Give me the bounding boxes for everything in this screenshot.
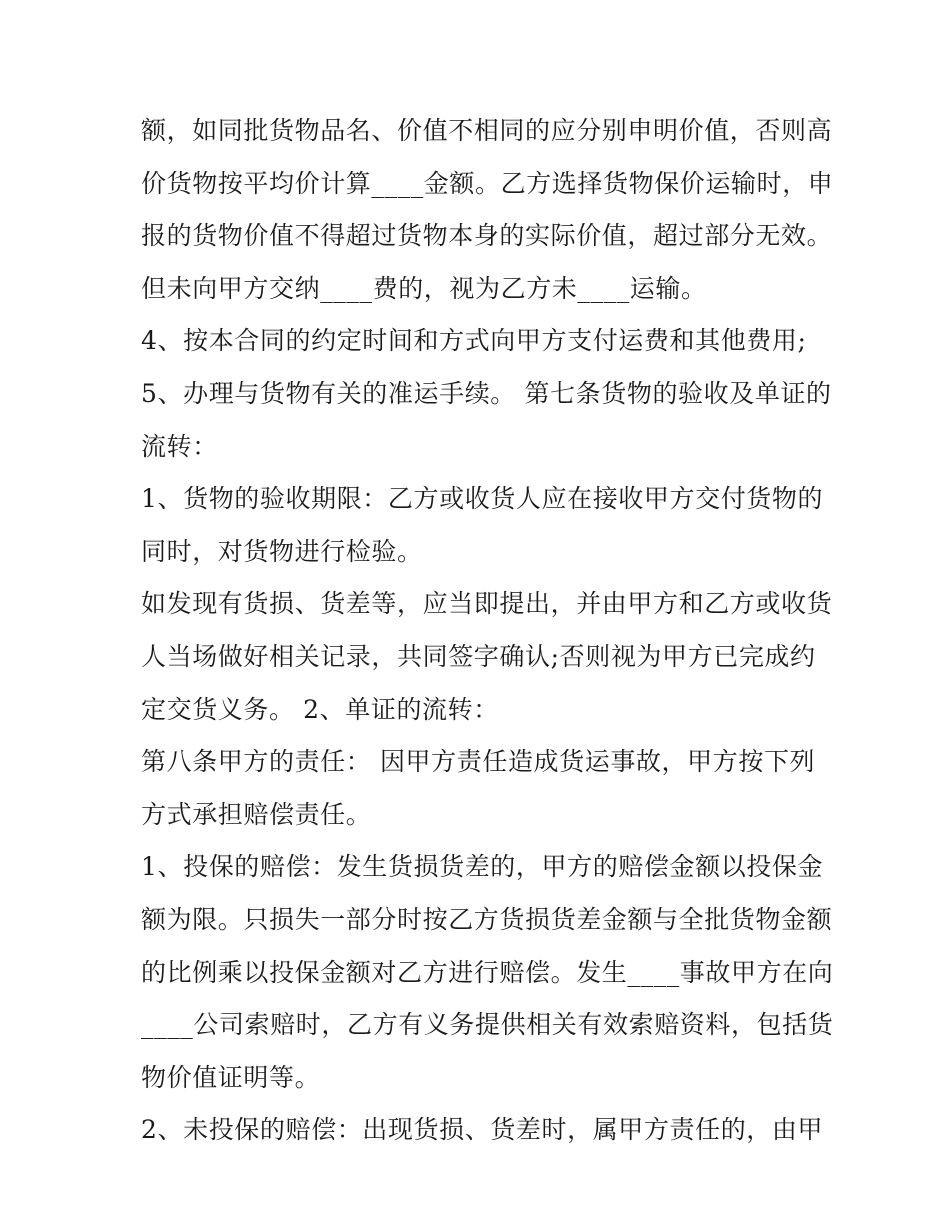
text-line: 如发现有货损、货差等，应当即提出，并由甲方和乙方或收货 — [141, 589, 833, 619]
text-line: ____公司索赔时，乙方有义务提供相关有效索赔资料，包括货 — [141, 1010, 834, 1040]
document-body — [141, 105, 834, 1157]
text-line: 物价值证明等。 — [141, 1062, 321, 1092]
text-line: 但未向甲方交纳____费的，视为乙方未____运输。 — [141, 273, 707, 303]
text-line: 同时，对货物进行检验。 — [141, 536, 423, 566]
text-line: 价货物按平均价计算____金额。乙方选择货物保价运输时，申 — [141, 168, 834, 198]
text-line: 额，如同批货物品名、价值不相同的应分别申明价值，否则高 — [141, 116, 833, 145]
text-line: 1、货物的验收期限：乙方或收货人应在接收甲方交付货物的 — [141, 484, 824, 514]
text-line: 5、办理与货物有关的准运手续。 第七条货物的验收及单证的 — [141, 378, 832, 408]
text-line: 2、未投保的赔偿：出现货损、货差时，属甲方责任的，由甲 — [141, 1115, 824, 1145]
text-line: 流转： — [141, 431, 218, 461]
text-line: 1、投保的赔偿：发生货损货差的，甲方的赔偿金额以投保金 — [141, 852, 824, 882]
text-line: 第八条甲方的责任： 因甲方责任造成货运事故，甲方按下列 — [141, 747, 816, 777]
text-line: 人当场做好相关记录，共同签字确认;否则视为甲方已完成约 — [141, 641, 816, 671]
text-line: 的比例乘以投保金额对乙方进行赔偿。发生____事故甲方在向 — [141, 957, 834, 987]
text-line: 额为限。只损失一部分时按乙方货损货差金额与全批货物金额 — [141, 904, 833, 934]
text-line: 报的货物价值不得超过货物本身的实际价值，超过部分无效。 — [141, 221, 833, 251]
text-line: 定交货义务。 2、单证的流转： — [141, 694, 499, 724]
text-line: 4、按本合同的约定时间和方式向甲方支付运费和其他费用; — [141, 326, 807, 356]
text-line: 方式承担赔偿责任。 — [141, 799, 372, 829]
